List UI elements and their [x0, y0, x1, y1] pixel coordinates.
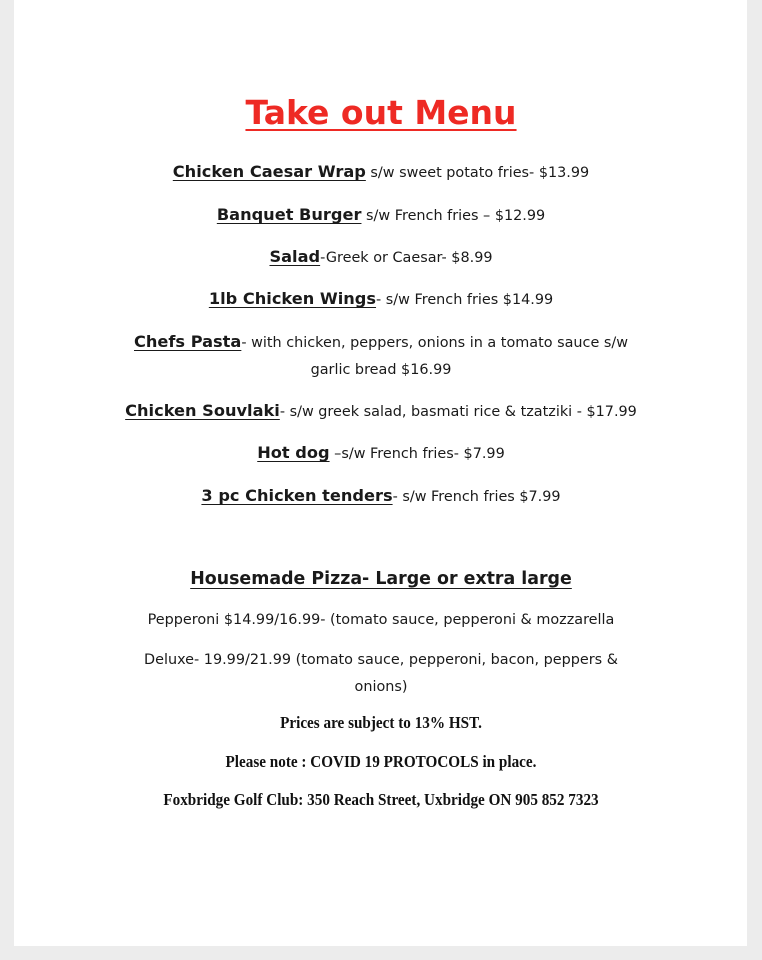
menu-item-desc: –s/w French fries- $7.99	[329, 446, 505, 462]
menu-item-name: Salad	[269, 247, 321, 266]
menu-item-desc: s/w sweet potato fries- $13.99	[365, 165, 590, 181]
menu-item-name: Hot dog	[257, 443, 330, 462]
menu-item-desc: - with chicken, peppers, onions in a tomato sauce s/w	[241, 335, 628, 351]
menu-item-name: Chicken Souvlaki	[125, 401, 280, 420]
menu-item-name: Chefs Pasta	[134, 332, 242, 351]
address-note: Foxbridge Golf Club: 350 Reach Street, Uxbridge ON 905 852 7323	[163, 790, 599, 809]
pizza-heading: Housemade Pizza- Large or extra large	[190, 569, 572, 589]
pizza-deluxe: Deluxe- 19.99/21.99 (tomato sauce, pepperoni, bacon, peppers &	[144, 652, 618, 668]
menu-item-chicken-caesar-wrap	[0, 160, 762, 185]
menu-item-desc: - s/w French fries $14.99	[376, 292, 554, 308]
menu-item-banquet-burger	[0, 203, 762, 228]
pizza-deluxe-cont: onions)	[354, 679, 408, 695]
menu-item-chefs-pasta-cont: garlic bread $16.99	[310, 362, 452, 378]
menu-item-desc: - s/w French fries $7.99	[392, 489, 561, 505]
menu-item-chefs-pasta	[0, 330, 762, 355]
menu-item-chicken-souvlaki	[0, 399, 762, 424]
menu-item-name: 1lb Chicken Wings	[208, 289, 377, 308]
covid-note: Please note : COVID 19 PROTOCOLS in place.	[225, 752, 537, 771]
menu-item-chicken-tenders	[0, 484, 762, 509]
menu-item-desc: s/w French fries – $12.99	[361, 208, 546, 224]
menu-item-hot-dog	[0, 441, 762, 466]
menu-item-name: 3 pc Chicken tenders	[201, 486, 393, 505]
menu-item-salad	[0, 245, 762, 270]
menu-title: Take out Menu	[245, 93, 517, 132]
tax-note: Prices are subject to 13% HST.	[280, 713, 482, 732]
menu-item-chicken-wings	[0, 287, 762, 312]
menu-item-desc: -Greek or Caesar- $8.99	[320, 250, 493, 266]
menu-item-name: Banquet Burger	[216, 205, 362, 224]
menu-item-desc: - s/w greek salad, basmati rice & tzatziki - $17.99	[279, 404, 637, 420]
pizza-pepperoni: Pepperoni $14.99/16.99- (tomato sauce, pepperoni & mozzarella	[147, 612, 615, 628]
menu-item-name: Chicken Caesar Wrap	[172, 162, 366, 181]
